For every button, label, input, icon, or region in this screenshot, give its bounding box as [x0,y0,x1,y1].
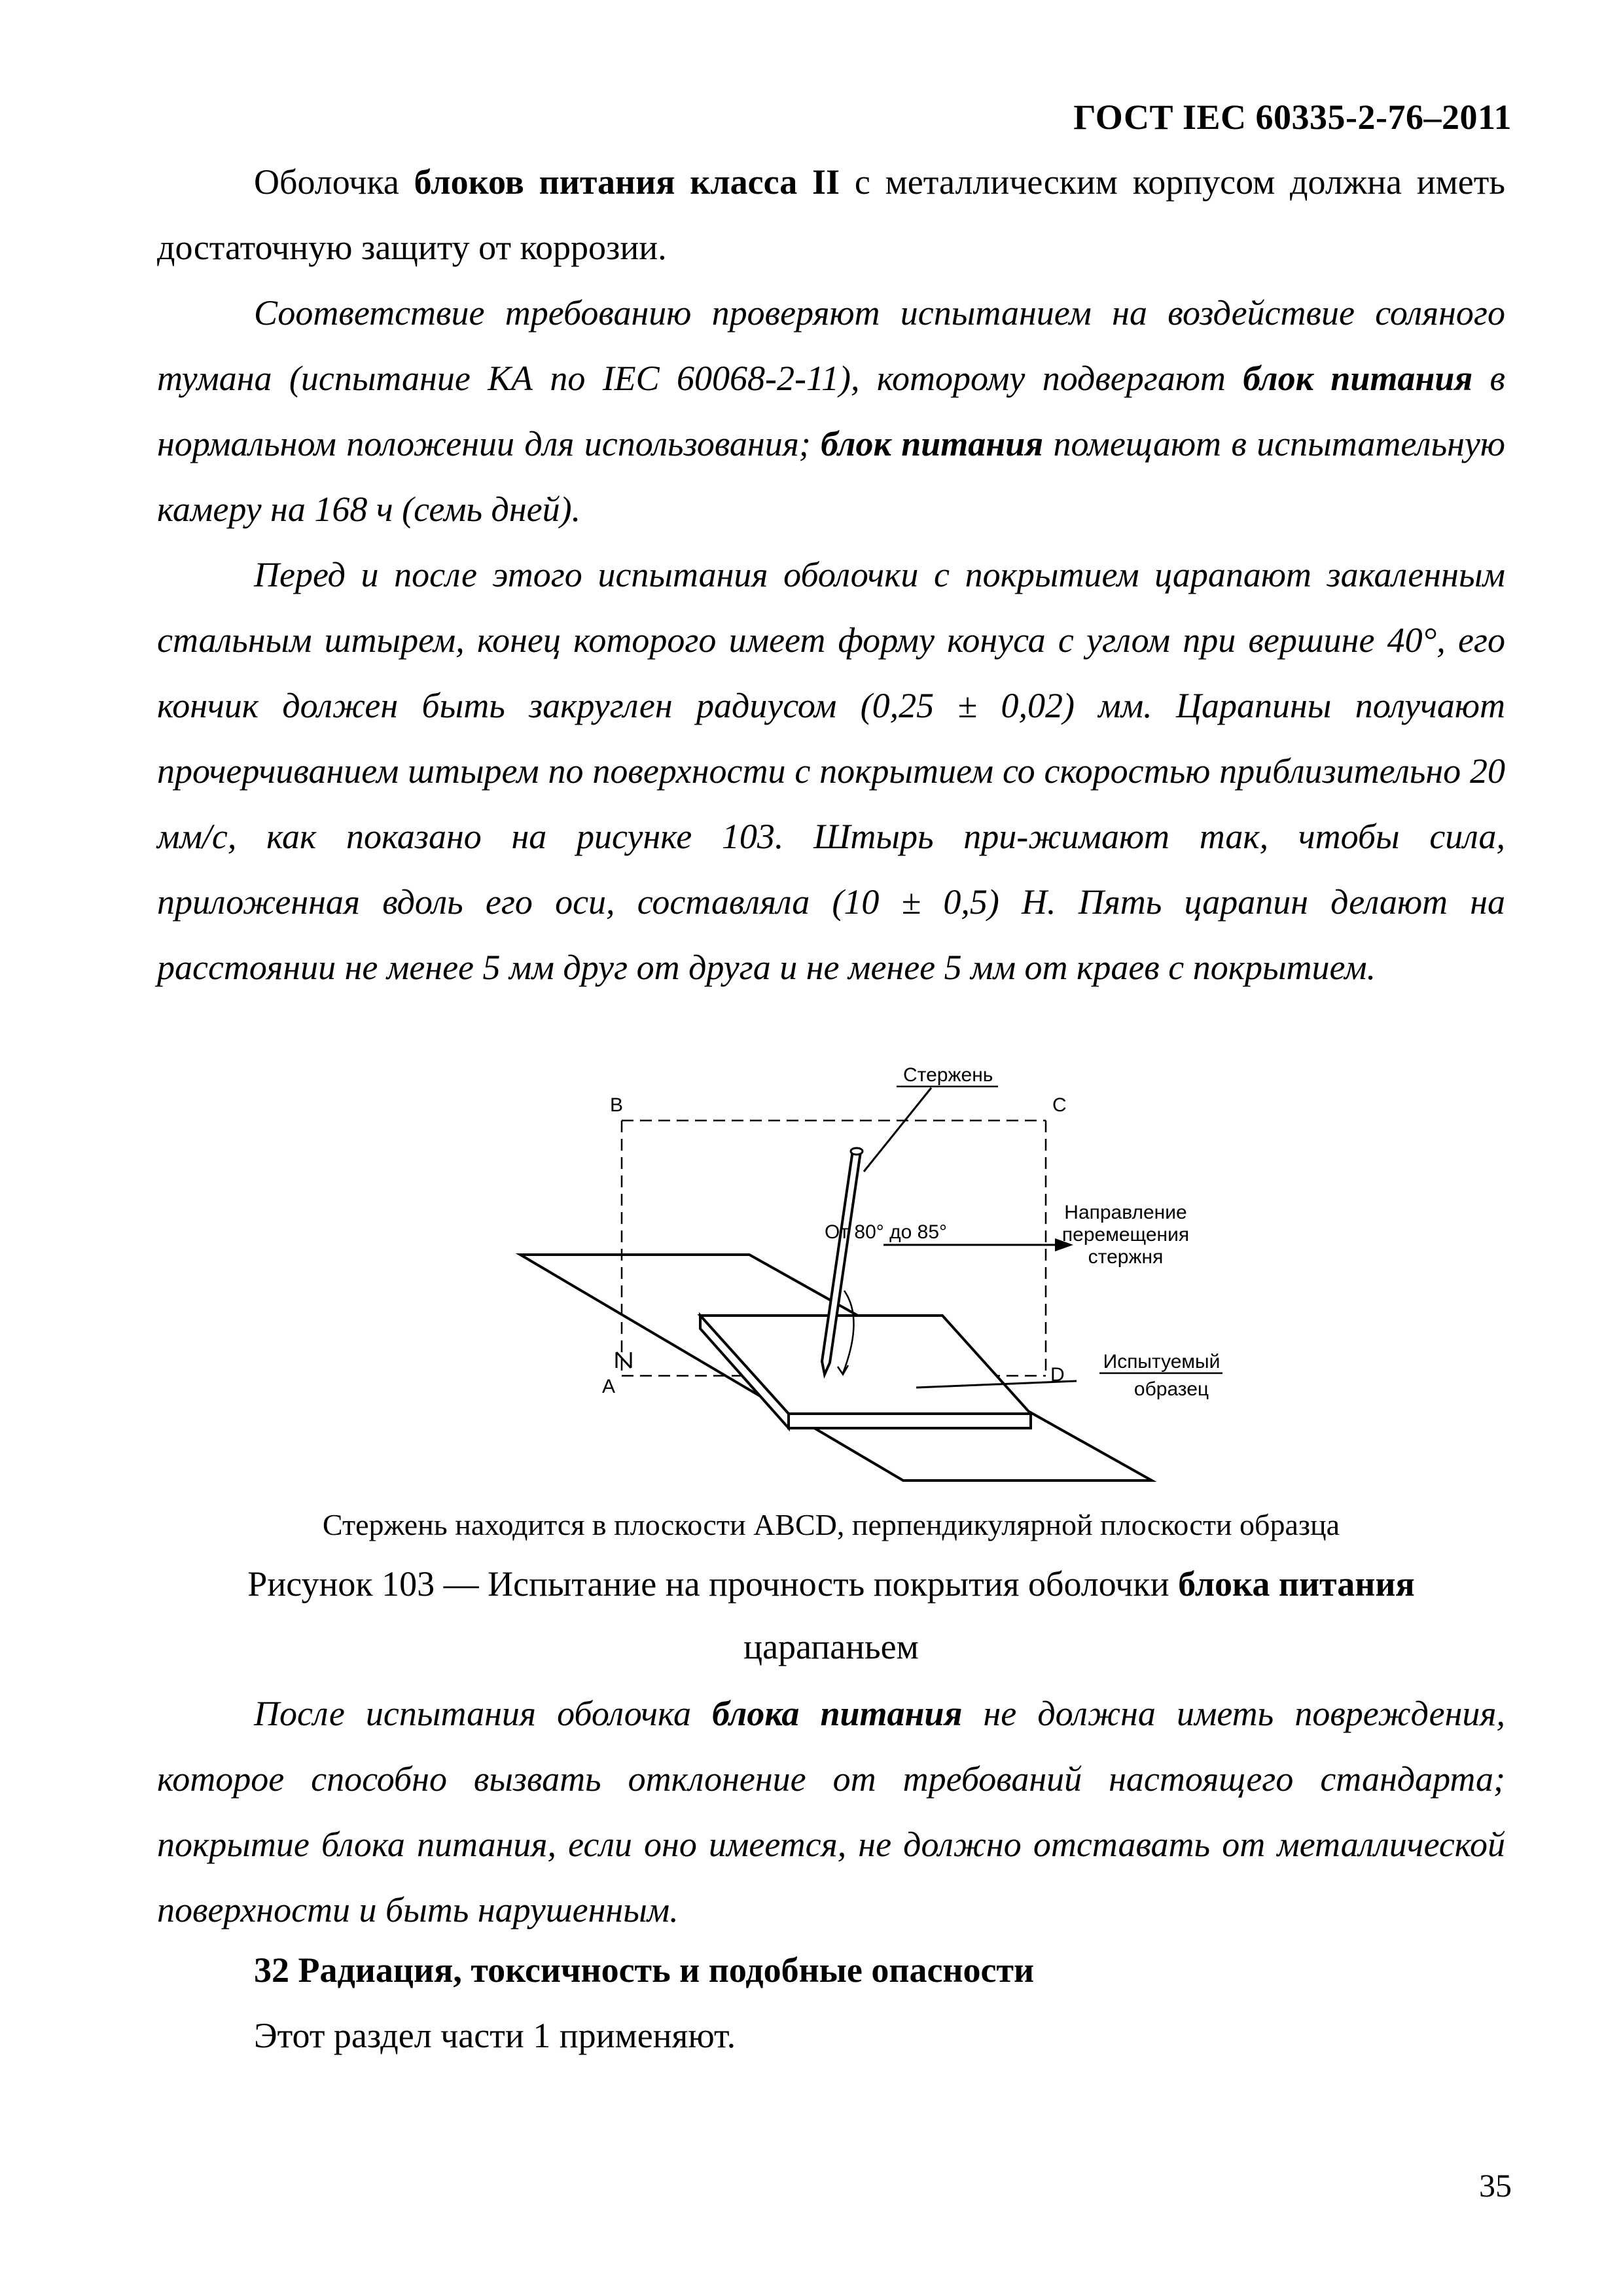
section-heading: 32 Радиация, токсичность и подобные опасности [254,1950,1035,1990]
paragraph-after-test: После испытания оболочка блока питания не должна иметь повреждения, которое способно вызвать отклонение от требований настоящего стандарта; покрытие блока питания, если оно имеется, не должно отставать от металлической поверхности и быть нарушенным. [157,1694,1505,1929]
label-b: B [610,1094,624,1116]
scratch-test-diagram [497,1060,1230,1505]
label-direction-2: перемещения [1061,1224,1190,1246]
label-rod: Стержень [903,1064,993,1086]
paragraph-scratch-test: Перед и после этого испытания оболочки с покрытием царапают закаленным стальным штырем, конец которого имеет форму конуса с углом при вершине 40°, его кончик должен быть закруглен радиусом (0,25 ± 0,02) мм. Царапины получают прочерчиванием штырем по поверхности с покрытием со скоростью приблизительно 20 мм/с, как показано на рисунке 103. Штырь при-жимают так, чтобы сила, приложенная вдоль его оси, составляла (10 ± 0,5) Н. Пять царапин делают на расстоянии не менее 5 мм друг от друга и не менее 5 мм от краев с покрытием. [157,555,1505,987]
label-d: D [1050,1364,1065,1386]
paragraph-enclosure: Оболочка блоков питания класса II с металлическим корпусом должна иметь достаточную защиту от коррозии. [157,162,1505,267]
label-direction-3: стержня [1088,1246,1164,1268]
paragraph-salt-mist-test: Соответствие требованию проверяют испытанием на воздействие соляного тумана (испытание КА по IEC 60068-2-11), которому подвергают блок питания в нормальном положении для использования; блок питания помещают в испытательную камеру на 168 ч (семь дней). [157,293,1505,529]
section-text: Этот раздел части 1 применяют. [254,2016,736,2055]
label-direction-1: Направление [1064,1202,1187,1223]
figure-103 [497,1060,1230,1505]
page-number: 35 [1479,2167,1512,2204]
label-a: A [602,1376,616,1397]
label-sample-1: Испытуемый [1103,1351,1221,1372]
label-sample-2: образец [1133,1378,1209,1400]
rod-leader [864,1088,931,1172]
sample-front [789,1414,1031,1428]
sample-top [700,1316,1031,1414]
figure-note: Стержень находится в плоскости ABCD, перпендикулярной плоскости образца [322,1508,1340,1541]
figure-caption: Рисунок 103 — Испытание на прочность покрытия оболочки блока питания царапаньем [247,1564,1415,1666]
document-header: ГОСТ IEC 60335-2-76–2011 [1073,98,1512,137]
label-angle: От 80° до 85° [825,1221,948,1243]
label-c: C [1052,1094,1067,1116]
